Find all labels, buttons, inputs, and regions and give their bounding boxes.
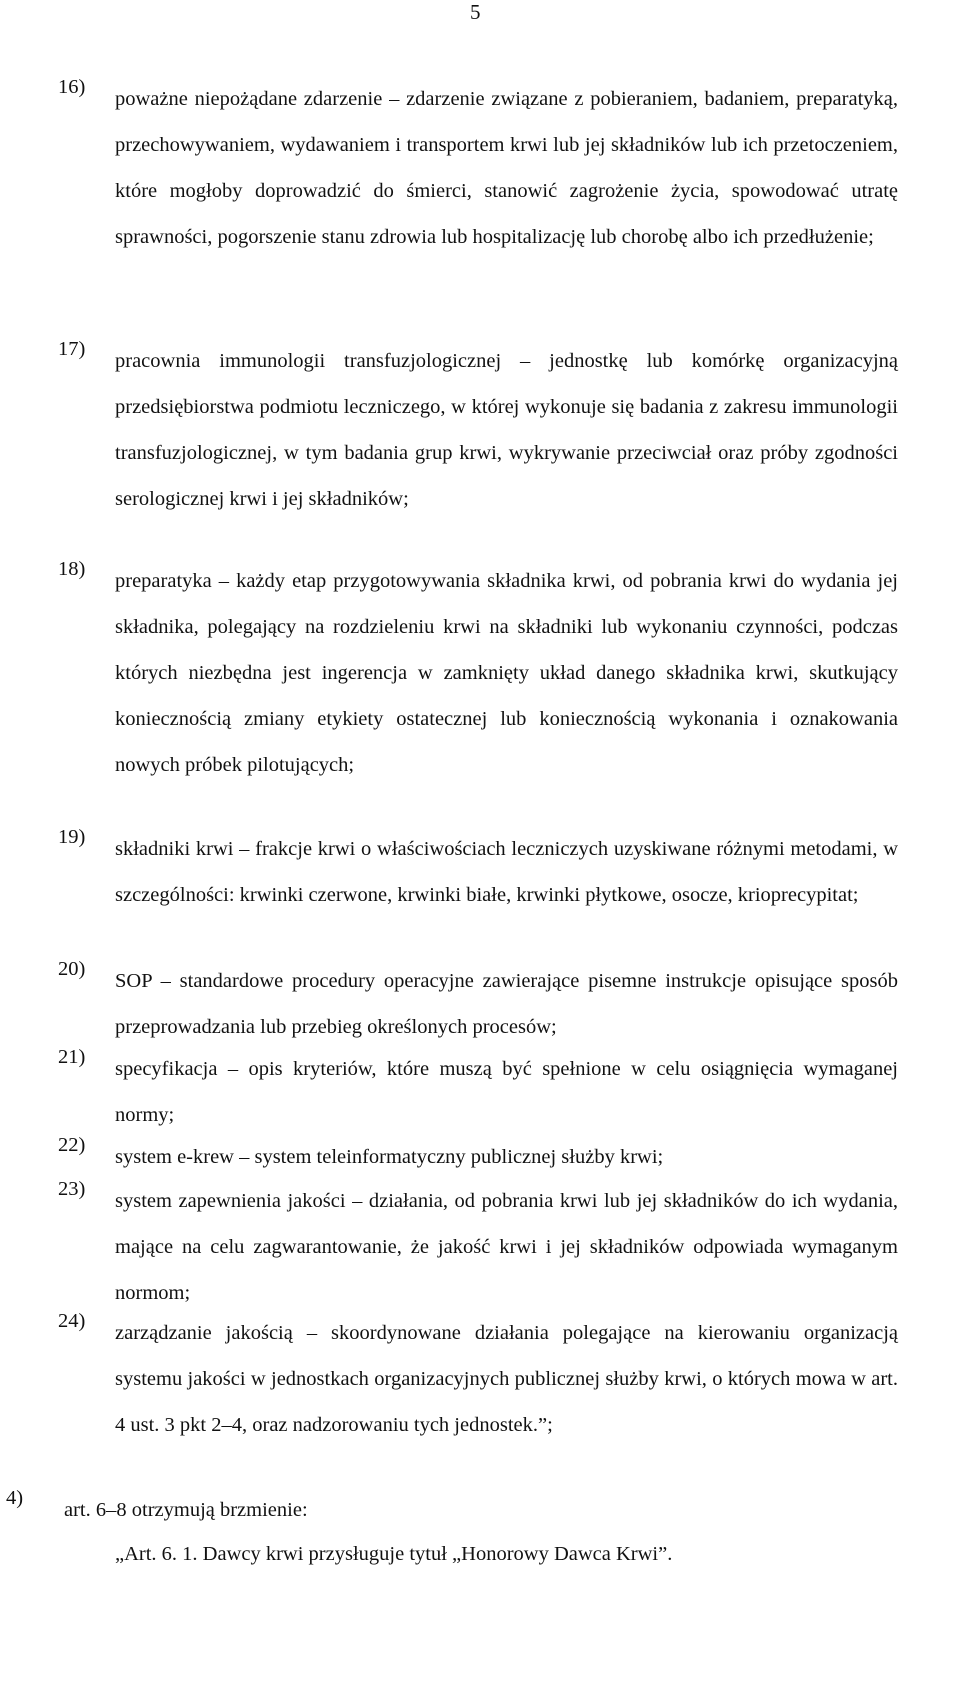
definition-16: [58, 76, 898, 260]
definition-24: [58, 1310, 898, 1448]
definition-text: system zapewnienia jakości – działania, od pobrania krwi lub jej składników do ich wydania, mające na celu zagwarantowanie, że jakość krwi i jej składników odpowiada wymaganym normom;: [115, 1190, 898, 1304]
item-number: 18): [58, 558, 86, 580]
item-number: 4): [6, 1487, 24, 1509]
definition-21: [58, 1046, 898, 1138]
definition-text: specyfikacja – opis kryteriów, które muszą być spełnione w celu osiągnięcia wymaganej normy;: [115, 1058, 898, 1126]
item-number: 23): [58, 1178, 86, 1200]
definition-text: system e-krew – system teleinformatyczny publicznej służby krwi;: [115, 1146, 664, 1168]
item-number: 24): [58, 1310, 86, 1332]
definition-19: [58, 826, 898, 918]
amendment-text: art. 6–8 otrzymują brzmienie:: [64, 1499, 308, 1521]
item-number: 19): [58, 826, 86, 848]
item-number: 16): [58, 76, 86, 98]
amendment-item-4: [6, 1487, 308, 1533]
definition-text: zarządzanie jakością – skoordynowane działania polegające na kierowaniu organizacją systemu jakości w jednostkach organizacyjnych publicznej służby krwi, o których mowa w art. 4 ust. 3 pkt 2–4, oraz nadzorowaniu tych jednostek.”;: [115, 1322, 898, 1436]
definition-text: preparatyka – każdy etap przygotowywania składnika krwi, od pobrania krwi do wydania jej składnika, polegający na rozdzieleniu krwi na składniki lub wykonaniu czynności, podczas których niezbędna jest ingerencja w zamknięty układ danego składnika krwi, skutkujący koniecznością zmiany etykiety ostatecznej lub koniecznością wykonania i oznakowania nowych próbek pilotujących;: [115, 570, 898, 776]
item-number: 17): [58, 338, 86, 360]
quoted-article-text: „Art. 6. 1. Dawcy krwi przysługuje tytuł „Honorowy Dawca Krwi”.: [115, 1543, 673, 1565]
page-number: 5: [470, 0, 481, 24]
definition-18: [58, 558, 898, 788]
definition-17: [58, 338, 898, 522]
definition-22: [58, 1134, 898, 1180]
item-number: 21): [58, 1046, 86, 1068]
definition-23: [58, 1178, 898, 1316]
item-number: 22): [58, 1134, 86, 1156]
definition-20: [58, 958, 898, 1050]
item-number: 20): [58, 958, 86, 980]
definition-text: składniki krwi – frakcje krwi o właściwościach leczniczych uzyskiwane różnymi metodami, w szczególności: krwinki czerwone, krwinki białe, krwinki płytkowe, osocze, krioprecypitat;: [115, 838, 898, 906]
definition-text: SOP – standardowe procedury operacyjne zawierające pisemne instrukcje opisujące sposób przeprowadzania lub przebieg określonych procesów;: [115, 970, 898, 1038]
definition-text: poważne niepożądane zdarzenie – zdarzenie związane z pobieraniem, badaniem, preparatyką, przechowywaniem, wydawaniem i transportem krwi lub jej składników lub ich przetoczeniem, które mogłoby doprowadzić do śmierci, stanowić zagrożenie życia, spowodować utratę sprawności, pogorszenie stanu zdrowia lub hospitalizację lub chorobę albo ich przedłużenie;: [115, 88, 898, 248]
definition-text: pracownia immunologii transfuzjologicznej – jednostkę lub komórkę organizacyjną przedsiębiorstwa podmiotu leczniczego, w której wykonuje się badania z zakresu immunologii transfuzjologicznej, w tym badania grup krwi, wykrywanie przeciwciał oraz próby zgodności serologicznej krwi i jej składników;: [115, 350, 898, 510]
